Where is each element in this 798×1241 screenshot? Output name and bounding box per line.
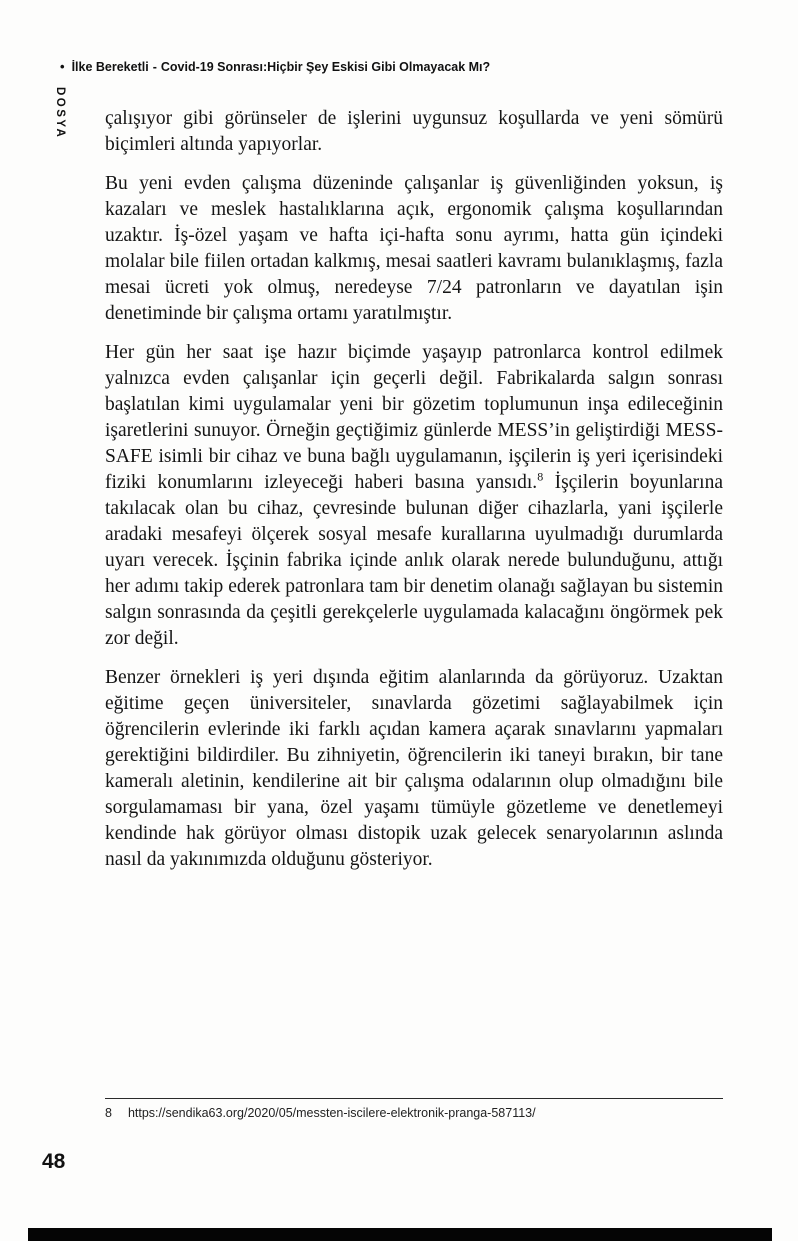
page-bottom-edge	[28, 1228, 772, 1241]
header-book-title: Covid-19 Sonrası:Hiçbir Şey Eskisi Gibi Olmayacak Mı?	[160, 60, 491, 74]
footnote	[105, 1106, 723, 1120]
paragraph: Benzer örnekleri iş yeri dışında eğitim alanlarında da görüyoruz. Uzaktan eğitime geçen üniversiteler, sınavlarda gözetimi sağlayabilmek için öğrencilerin evlerinde iki farklı açıdan kamera açarak sınavlarını yapmaları gerektiğini bildirdiler. Bu zihniyetin, öğrencilerin iki taneyi bırakın, bir tane kameralı aletinin, kendilerine ait bir çalışma odalarının olup olmadığını bile sorgulamaması bir yana, özel yaşamı tümüyle gözetleme ve denetlemeyi kendinde hak görüyor olması distopik uzak gelecek senaryolarının aslında nasıl da yakınımızda olduğunu gösteriyor.	[105, 667, 723, 870]
footnote-reference: 8	[537, 469, 544, 484]
paragraph: çalışıyor gibi görünseler de işlerini uygunsuz koşullarda ve yeni sömürü biçimleri altında yapıyorlar.	[105, 108, 723, 155]
footnote-divider	[105, 1098, 723, 1099]
paragraph: Bu yeni evden çalışma düzeninde çalışanlar iş güvenliğinden yoksun, iş kazaları ve meslek hastalıklarına açık, ergonomik çalışma koşullarından uzaktır. İş-özel yaşam ve hafta içi-hafta sonu ayrımı, hatta gün içindeki molalar bile fiilen ortadan kalkmış, mesai saatleri kavramı bulanıklaşmış, fazla mesai ücreti yok olmuş, neredeyse 7/24 patronların ve dayatılan işin denetiminde bir çalışma ortamı yaratılmıştır.	[105, 173, 723, 324]
header-bullet-icon: •	[60, 59, 65, 74]
page-number: 48	[42, 1150, 66, 1173]
paragraph-text: Her gün her saat işe hazır biçimde yaşayıp patronlarca kontrol edilmek yalnızca evden çalışanlar için geçerli değil. Fabrikalarda salgın sonrası başlatılan kimi uygulamalar yeni bir gözetim toplumunun inşa edileceğinin işaretlerini sunuyor. Örneğin geçtiğimiz günlerde MESS’in geliştirdiği MESS-SAFE isimli bir cihaz ve buna bağlı uygulamanın, işçilerin iş yeri içerisindeki fiziki konumlarını izleyeceği haberi basına yansıdı.	[105, 342, 723, 493]
header-author: İlke Bereketli	[71, 60, 149, 74]
section-label-dosya: DOSYA	[54, 87, 66, 140]
paragraph	[105, 340, 723, 652]
header-separator: -	[152, 60, 157, 74]
footnote-number: 8	[105, 1106, 112, 1120]
body-text-column	[105, 106, 723, 1094]
footnote-url: https://sendika63.org/2020/05/messten-iscilere-elektronik-pranga-587113/	[127, 1106, 536, 1120]
paragraph-text: İşçilerin boyunlarına takılacak olan bu cihaz, çevresinde bulunan diğer cihazlarla, yani işçilerle aradaki mesafeyi ölçerek sosyal mesafe kurallarına uyulmadığı durumlarda uyarı verecek. İşçinin fabrika içinde anlık olarak nerede bulunduğunu, attığı her adımı takip ederek patronlara tam bir denetim olanağı sağlayan bu sistemin salgın sonrasında da çeşitli gerekçelerle uygulamada kalacağını öngörmek pek zor değil.	[105, 472, 723, 649]
running-header	[60, 59, 490, 74]
